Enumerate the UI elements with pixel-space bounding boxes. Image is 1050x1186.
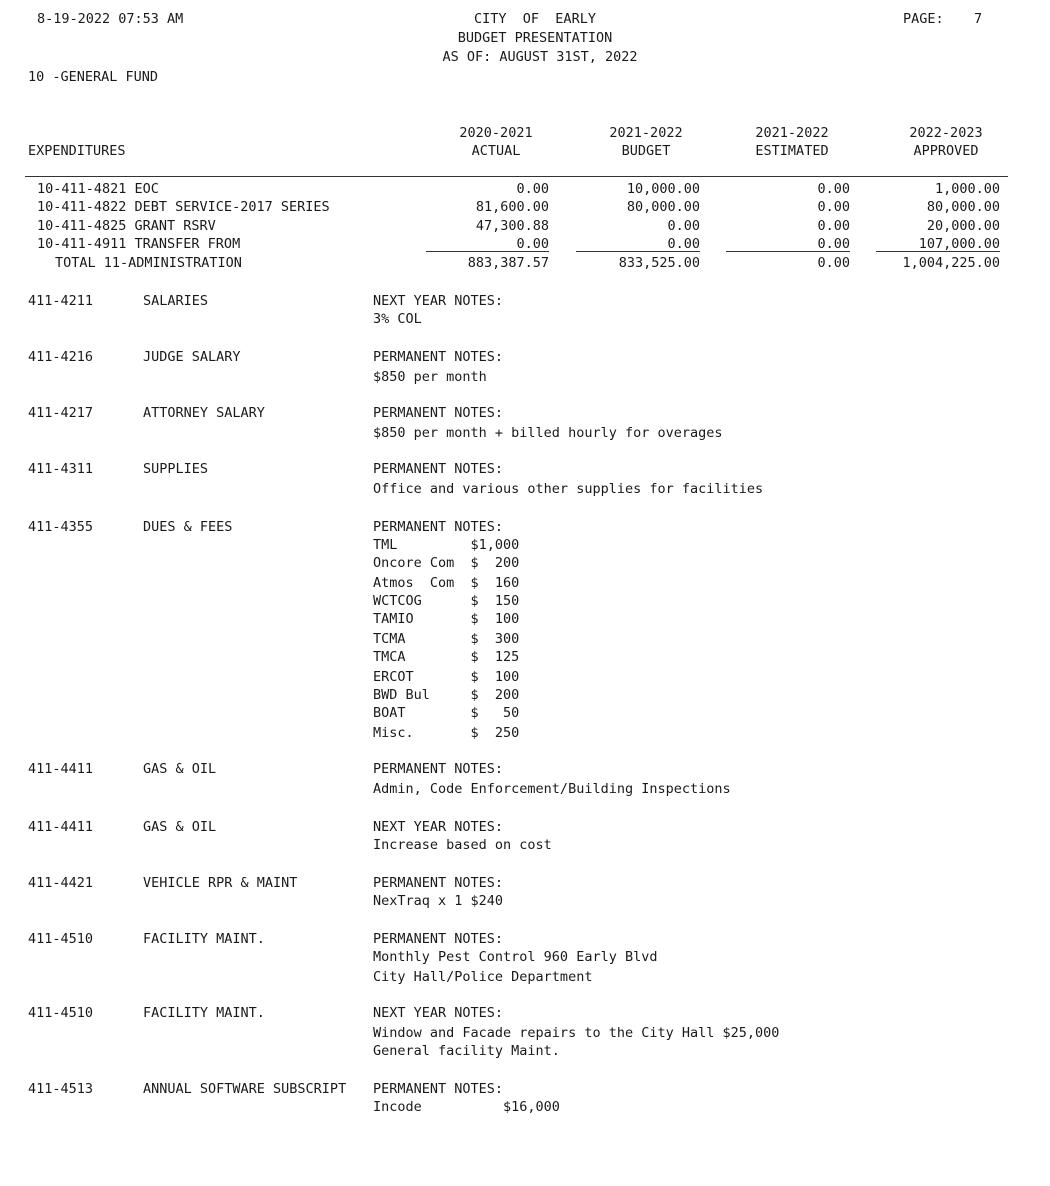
row-approved: 1,000.00: [934, 181, 1000, 197]
subtotal-line-approved: [876, 251, 1000, 252]
note-code: 411-4211: [28, 293, 94, 309]
total-estimated: 0.00: [817, 255, 850, 271]
row-budget: 80,000.00: [626, 199, 700, 215]
total-approved: 1,004,225.00: [902, 255, 1000, 271]
expenditures-label: EXPENDITURES: [28, 143, 126, 159]
row-budget: 10,000.00: [626, 181, 700, 197]
col-approved-type: APPROVED: [913, 143, 979, 159]
row-account: 10-411-4825 GRANT RSRV: [37, 218, 216, 234]
row-account: 10-411-4911 TRANSFER FROM: [37, 236, 241, 252]
note-line: TML $1,000: [373, 537, 520, 553]
note-line: BWD Bul $ 200: [373, 687, 520, 703]
header-divider: [25, 176, 1008, 177]
row-actual: 0.00: [516, 181, 549, 197]
report-datetime: 8-19-2022 07:53 AM: [37, 11, 184, 27]
note-line: WCTCOG $ 150: [373, 593, 520, 609]
note-name: FACILITY MAINT.: [143, 931, 265, 947]
note-code: 411-4217: [28, 405, 94, 421]
note-line: NexTraq x 1 $240: [373, 893, 504, 909]
row-actual: 47,300.88: [475, 218, 549, 234]
row-budget: 0.00: [667, 218, 700, 234]
note-code: 411-4513: [28, 1081, 94, 1097]
subtotal-line-budget: [576, 251, 700, 252]
note-line: TMCA $ 125: [373, 649, 520, 665]
col-actual-year: 2020-2021: [459, 125, 533, 141]
note-name: ANNUAL SOFTWARE SUBSCRIPT: [143, 1081, 347, 1097]
col-budget-year: 2021-2022: [609, 125, 683, 141]
row-estimated: 0.00: [817, 218, 850, 234]
note-code: 411-4411: [28, 761, 94, 777]
note-line: Atmos Com $ 160: [373, 575, 520, 591]
col-estimated-year: 2021-2022: [755, 125, 829, 141]
note-line: Admin, Code Enforcement/Building Inspections: [373, 781, 731, 797]
subtotal-line-actual: [426, 251, 549, 252]
note-line: City Hall/Police Department: [373, 969, 593, 985]
row-account: 10-411-4821 EOC: [37, 181, 159, 197]
note-type: NEXT YEAR NOTES:: [373, 819, 504, 835]
note-name: VEHICLE RPR & MAINT: [143, 875, 298, 891]
fund-label: 10 -GENERAL FUND: [28, 69, 159, 85]
note-code: 411-4510: [28, 1005, 94, 1021]
city-name: CITY OF EARLY: [474, 11, 596, 27]
note-line: Window and Facade repairs to the City Hall $25,000: [373, 1025, 780, 1041]
page-label: PAGE:: [903, 11, 944, 27]
col-estimated-type: ESTIMATED: [755, 143, 829, 159]
note-line: Increase based on cost: [373, 837, 552, 853]
report-as-of: AS OF: AUGUST 31ST, 2022: [442, 49, 638, 65]
note-name: ATTORNEY SALARY: [143, 405, 265, 421]
note-code: 411-4510: [28, 931, 94, 947]
note-name: DUES & FEES: [143, 519, 233, 535]
note-type: PERMANENT NOTES:: [373, 931, 504, 947]
row-actual: 0.00: [516, 236, 549, 252]
row-estimated: 0.00: [817, 181, 850, 197]
note-code: 411-4355: [28, 519, 94, 535]
note-type: PERMANENT NOTES:: [373, 761, 504, 777]
note-name: FACILITY MAINT.: [143, 1005, 265, 1021]
note-type: PERMANENT NOTES:: [373, 349, 504, 365]
note-line: Misc. $ 250: [373, 725, 520, 741]
note-line: Incode $16,000: [373, 1099, 560, 1115]
note-code: 411-4216: [28, 349, 94, 365]
note-type: PERMANENT NOTES:: [373, 405, 504, 421]
row-approved: 107,000.00: [918, 236, 1000, 252]
page-number: 7: [974, 11, 983, 27]
note-line: TAMIO $ 100: [373, 611, 520, 627]
note-type: PERMANENT NOTES:: [373, 519, 504, 535]
note-name: JUDGE SALARY: [143, 349, 241, 365]
note-type: NEXT YEAR NOTES:: [373, 1005, 504, 1021]
total-budget: 833,525.00: [618, 255, 700, 271]
note-type: NEXT YEAR NOTES:: [373, 293, 504, 309]
note-line: $850 per month: [373, 369, 487, 385]
row-budget: 0.00: [667, 236, 700, 252]
note-name: SUPPLIES: [143, 461, 209, 477]
note-line: TCMA $ 300: [373, 631, 520, 647]
note-line: General facility Maint.: [373, 1043, 560, 1059]
note-line: Oncore Com $ 200: [373, 555, 520, 571]
note-line: $850 per month + billed hourly for overages: [373, 425, 723, 441]
note-type: PERMANENT NOTES:: [373, 875, 504, 891]
note-line: BOAT $ 50: [373, 705, 520, 721]
note-type: PERMANENT NOTES:: [373, 1081, 504, 1097]
row-estimated: 0.00: [817, 199, 850, 215]
note-type: PERMANENT NOTES:: [373, 461, 504, 477]
col-actual-type: ACTUAL: [471, 143, 521, 159]
note-code: 411-4311: [28, 461, 94, 477]
row-account: 10-411-4822 DEBT SERVICE-2017 SERIES: [37, 199, 330, 215]
row-approved: 20,000.00: [926, 218, 1000, 234]
report-title: BUDGET PRESENTATION: [457, 30, 613, 46]
subtotal-line-estimated: [726, 251, 850, 252]
row-actual: 81,600.00: [475, 199, 549, 215]
note-name: GAS & OIL: [143, 761, 217, 777]
col-budget-type: BUDGET: [621, 143, 671, 159]
note-line: ERCOT $ 100: [373, 669, 520, 685]
row-approved: 80,000.00: [926, 199, 1000, 215]
total-actual: 883,387.57: [467, 255, 549, 271]
note-name: SALARIES: [143, 293, 209, 309]
note-name: GAS & OIL: [143, 819, 217, 835]
total-label: TOTAL 11-ADMINISTRATION: [55, 255, 242, 271]
row-estimated: 0.00: [817, 236, 850, 252]
note-line: Office and various other supplies for facilities: [373, 481, 764, 497]
note-line: Monthly Pest Control 960 Early Blvd: [373, 949, 658, 965]
note-code: 411-4411: [28, 819, 94, 835]
col-approved-year: 2022-2023: [909, 125, 983, 141]
note-code: 411-4421: [28, 875, 94, 891]
note-line: 3% COL: [373, 311, 422, 327]
